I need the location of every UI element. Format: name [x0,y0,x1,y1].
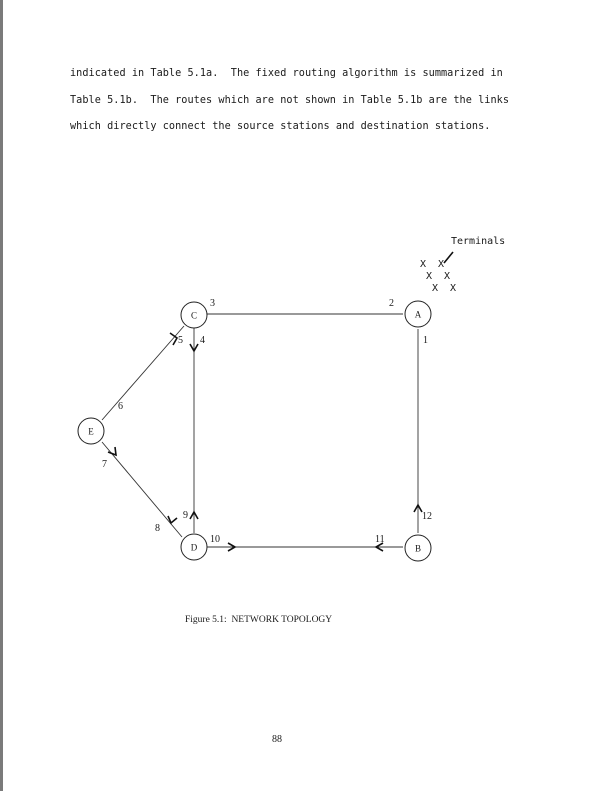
svg-text:D: D [190,542,198,553]
page-number: 88 [272,734,282,745]
link-number-9: 9 [183,510,188,521]
paragraph-line-3: which directly connect the source stations and destination stations. [70,121,491,132]
link-number-12: 12 [422,511,432,522]
terminal-row-1: X X [420,259,445,270]
link-number-10: 10 [210,534,220,545]
link-number-1: 1 [423,335,428,346]
svg-text:C: C [190,310,198,321]
paragraph-line-2: Table 5.1b. The routes which are not shown in Table 5.1b are the links [70,95,510,106]
svg-text:B: B [414,543,422,554]
paragraph-line-1: indicated in Table 5.1a. The fixed routing algorithm is summarized in [70,68,503,79]
link-number-3: 3 [210,298,215,309]
link-number-8: 8 [155,523,160,534]
link-number-4: 4 [200,335,205,346]
link-number-11: 11 [375,534,385,545]
terminals-label: Terminals [451,236,506,247]
node-c [181,302,207,328]
terminal-row-2: X X [426,271,451,282]
node-b [405,535,431,561]
svg-text:A: A [414,309,422,320]
node-a [405,301,431,327]
link-number-2: 2 [389,298,394,309]
link-number-7: 7 [102,459,107,470]
node-d [181,534,207,560]
terminal-row-3: X X [432,283,457,294]
link-number-6: 6 [118,401,123,412]
edge-c-e [102,326,184,420]
svg-text:E: E [88,426,94,437]
link-number-5: 5 [178,335,183,346]
edge-e-d [102,442,182,537]
figure-caption: Figure 5.1: NETWORK TOPOLOGY [185,615,333,625]
terminals-pointer [444,252,453,263]
node-e [78,418,104,444]
